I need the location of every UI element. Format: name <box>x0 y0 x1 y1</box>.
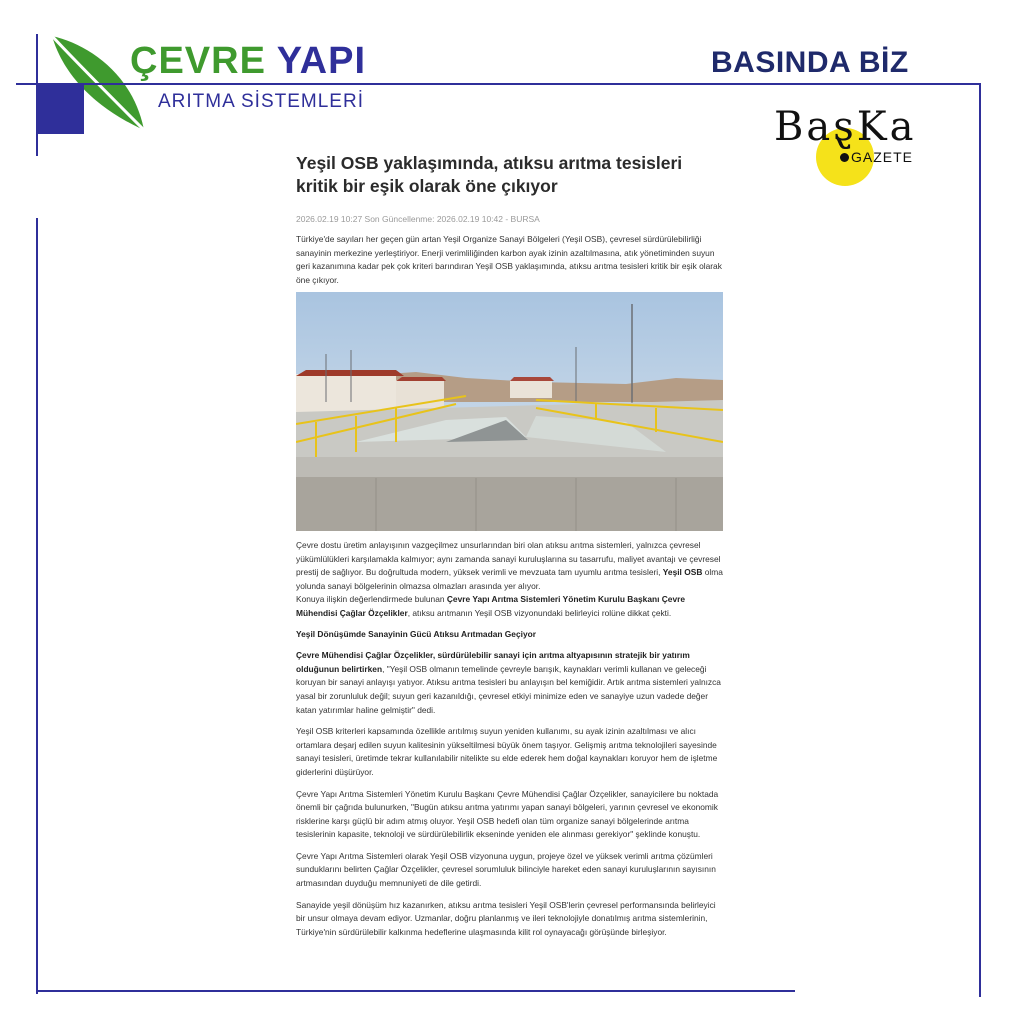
article-header <box>296 152 724 287</box>
brand-name-part2: YAPI <box>276 40 366 82</box>
paragraph-3 <box>296 649 724 717</box>
paragraph-3-highlight: Çevre Mühendisi Çağlar Özçelikler, sürdürülebilir sanayi için arıtma altyapısının stratejik bir yatırım olduğunun belirtirken <box>296 650 690 674</box>
treatment-plant-photo <box>296 292 723 531</box>
paragraph-2-highlight: Çevre Yapı Arıtma Sistemleri Yönetim Kurulu Başkanı Çevre Mühendisi Çağlar Özçelikler <box>296 594 686 618</box>
paragraph-2-end: , atıksu arıtmanın Yeşil OSB vizyonundaki belirleyici rolüne dikkat çekti. <box>407 607 672 618</box>
publication-name: BaȿKa <box>774 104 917 150</box>
publication-logo-dot <box>840 153 849 162</box>
brand-subtitle: ARITMA SİSTEMLERİ <box>158 91 364 112</box>
paragraph-3-text: , "Yeşil OSB olmanın temelinde çevreyle barışık, kaynakları verimli kullanan ve geleceği koruyan bir sanayi anlayışı yatıyor. Atıksu arıtma tesisleri bu anlayışın bel kemiğidir. Artık arıtma sistemleri yalnızca yasal bir zorunluluk değil; suyun geri kazanıldığı, çevresel etkiyi minimize eden ve sanayiye uzun vadede değer katan yatırımlar haline gelmiştir" dedi. <box>296 663 721 715</box>
paragraph-5: Çevre Yapı Arıtma Sistemleri Yönetim Kurulu Başkanı Çevre Mühendisi Çağlar Özçelikler, sanayicilere bu noktada önemli bir çağrıda bulunurken, "Bugün atıksu arıtma yatırımı yapan sanayi bölgeleri, yarının çevresel ve ekonomik risklerine karşı güçlü bir adım atmış oluyor. Yeşil OSB hedefi olan tüm organize sanayi bölgelerinde arıtma tesislerinin kapasite, teknoloji ve sürdürülebilirlik ekseninde yeniden ele alınması gerekiyor" şeklinde konuştu. <box>296 788 719 840</box>
paragraph-7: Sanayide yeşil dönüşüm hız kazanırken, atıksu arıtma tesisleri Yeşil OSB'lerin çevresel performansında belirleyici bir unsur olmaya devam ediyor. Uzmanlar, doğru planlanmış ve ileri teknolojiyle donatılmış arıtma sistemlerinin, Türkiye'nin sürdürülebilir kalkınma hedeflerine ulaşmasında kilit rol oynayacağı görüşünde birleşiyor. <box>296 899 716 937</box>
paragraph-2-text: Konuya ilişkin değerlendirmede bulunan <box>296 594 445 605</box>
header-rule <box>16 83 981 85</box>
frame-left-rule <box>36 218 38 994</box>
article-subheading: Yeşil Dönüşümde Sanayinin Gücü Atıksu Arıtmadan Geçiyor <box>296 628 536 639</box>
paragraph-1-text: Çevre dostu üretim anlayışının vazgeçilmez unsurlarından biri olan atıksu arıtma sistemleri, yalnızca çevresel yükümlülükleri karşılamakla kalmıyor; aynı zamanda sanayi kuruluşlarına su tasarrufu, maliyet avantajı ve çevresel prestij de sağlıyor. Bu doğrultuda modern, yüksek verimli ve mevzuata tam uyumlu arıtma tesisleri, <box>296 540 721 578</box>
paragraph-6: Çevre Yapı Arıtma Sistemleri olarak Yeşil OSB vizyonuna uygun, projeye özel ve yüksek verimli arıtma çözümleri sunduklarını belirten Çağlar Özçelikler, çevresel sorumluluk bilinciyle hareket eden sanayi kuruluşlarının sayısının artmasından duyduğu memnuniyeti de dile getirdi. <box>296 850 716 889</box>
press-heading: BASINDA BİZ <box>711 46 909 79</box>
article-meta: 2026.02.19 10:27 Son Güncellenme: 2026.02.19 10:42 - BURSA <box>296 214 540 224</box>
logo-vertical-rule <box>36 34 38 156</box>
article-body <box>296 539 724 939</box>
article-lead: Türkiye'de sayıları her geçen gün artan Yeşil Organize Sanayi Bölgeleri (Yeşil OSB), çevresel sürdürülebilirliği sanayinin merkezine yerleştiriyor. Enerji verimliliğinden karbon ayak izinin azaltılmasına, atık yönetiminden suyun geri kazanımına kadar pek çok kriteri barındıran Yeşil OSB yaklaşımında, atıksu arıtma tesisleri kritik bir eşik olarak öne çıkıyor. <box>296 234 722 285</box>
paragraph-1 <box>296 539 724 593</box>
article-title: Yeşil OSB yaklaşımında, atıksu arıtma tesisleri kritik bir eşik olarak öne çıkıyor <box>296 153 683 196</box>
publication-subtitle: GAZETE <box>851 149 914 165</box>
frame-bottom-rule <box>38 990 795 992</box>
paragraph-4: Yeşil OSB kriterleri kapsamında özellikle arıtılmış suyun yeniden kullanımı, su ayak izinin azaltılması ve alıcı ortamlara deşarj edilen suyun kalitesinin yükseltilmesi büyük önem taşıyor. Gelişmiş arıtma teknolojileri sayesinde sanayi tesisleri, üretimde tekrar kullanılabilir nitelikte su elde ederek hem doğal kaynakları koruyor hem de işletme giderlerini düşürüyor. <box>296 726 718 777</box>
brand-name <box>130 40 366 83</box>
paragraph-2 <box>296 593 724 620</box>
paragraph-1-end: olma yolunda sanayi bölgelerinin olmazsa olmazları arasında yer alıyor. <box>296 567 723 591</box>
frame-right-rule <box>979 85 981 997</box>
brand-name-part1: ÇEVRE <box>130 40 277 82</box>
logo-square <box>38 84 84 134</box>
paragraph-1-highlight: Yeşil OSB <box>662 567 703 578</box>
